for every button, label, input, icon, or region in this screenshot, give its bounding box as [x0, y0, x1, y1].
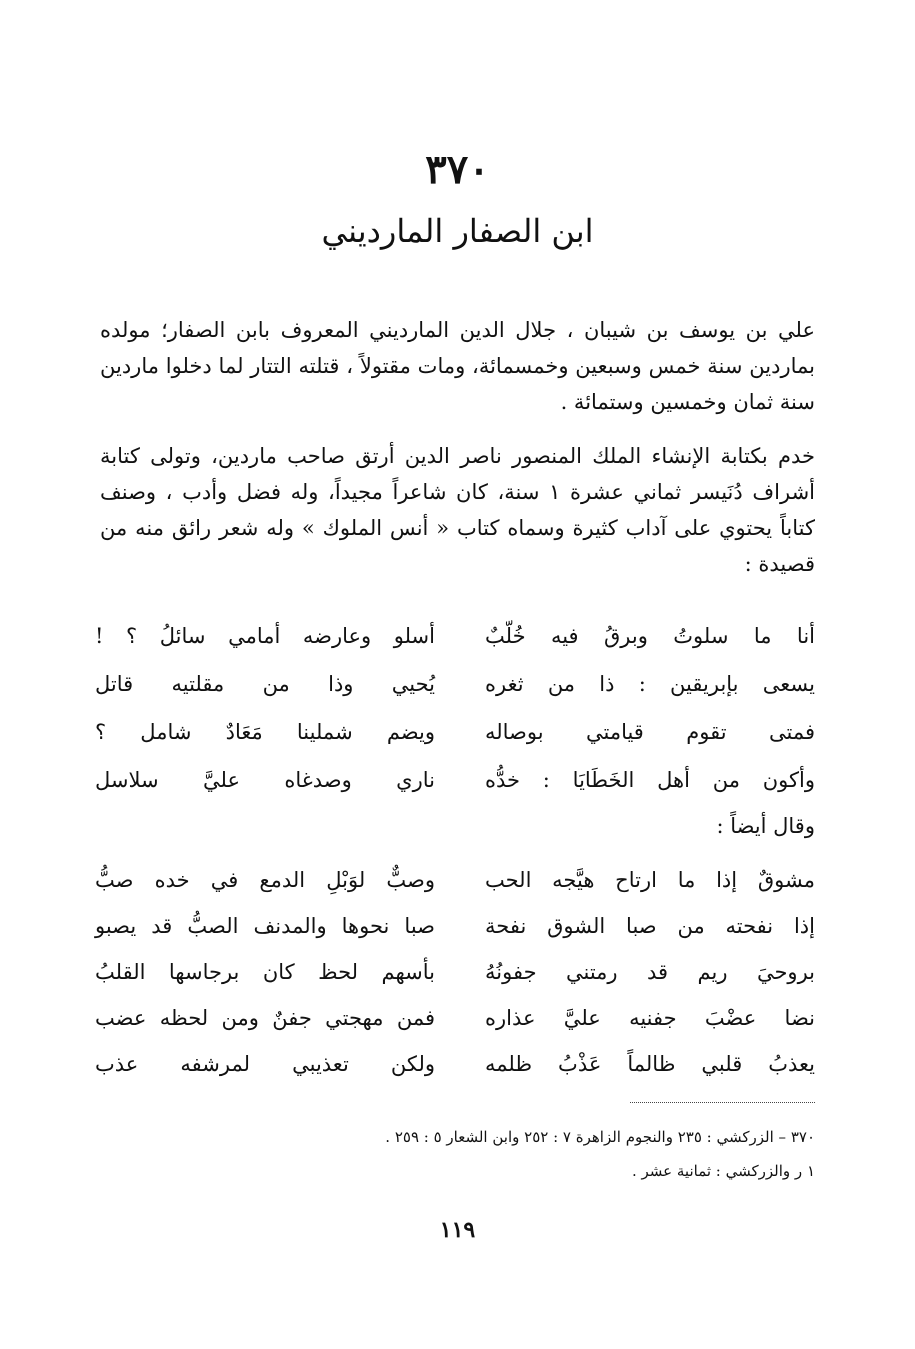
verse-second-hemistich: ويضم شملينا مَعَادٌ شامل ؟	[95, 720, 435, 744]
verse-line	[95, 868, 815, 918]
verse-line	[95, 624, 815, 674]
verse-line	[95, 1052, 815, 1102]
verse-first-hemistich: يعذبُ قلبي ظالماً عَذْبُ ظلمه	[485, 1052, 815, 1076]
entry-number: ٣٧٠	[425, 146, 490, 193]
verse-line	[95, 768, 815, 818]
verse-first-hemistich: يسعى بإبريقين : ذا من ثغره	[485, 672, 815, 696]
verse-second-hemistich: ولكن تعذيبي لمرشفه عذب	[95, 1052, 435, 1076]
verse-second-hemistich: بأسهم لحظ كان برجاسها القلبُ	[95, 960, 435, 984]
verse-first-hemistich: أنا ما سلوتُ وبرقُ فيه خُلّبٌ	[485, 624, 815, 648]
page-number: ١١٩	[439, 1217, 476, 1243]
verse-second-hemistich: فمن مهجتي جفنٌ ومن لحظه عضب	[95, 1006, 435, 1030]
verse-first-hemistich: مشوقٌ إذا ما ارتاح هيَّجه الحب	[485, 868, 815, 892]
verse-first-hemistich: نضا عضْبَ جفنيه عليَّ عذاره	[485, 1006, 815, 1030]
career-paragraph: خدم بكتابة الإنشاء الملك المنصور ناصر الدين أرتق صاحب ماردين، وتولى كتابة أشراف دُنَيسر ثماني عشرة ١ سنة، كان شاعراً مجيداً، وله فضل وأدب ، وصنف كتاباً يحتوي على آداب كثيرة وسماه كتاب « أنس الملوك » وله شعر رائق منه من قصيدة :	[100, 444, 815, 576]
verse-first-hemistich: وأكون من أهل الخَطَايَا : خدُّه	[485, 768, 815, 792]
verse-line	[95, 1006, 815, 1056]
verse-second-hemistich: صبا نحوها والمدنف الصبُّ قد يصبو	[95, 914, 435, 938]
verse-first-hemistich: فمتى تقوم قيامتي بوصاله	[485, 720, 815, 744]
verse-first-hemistich: إذا نفحته من صبا الشوق نفحة	[485, 914, 815, 938]
entry-title: ابن الصفار الماردیني	[321, 212, 594, 250]
verse-second-hemistich: وصبٌّ لوَبْلِ الدمع في خده صبُّ	[95, 868, 435, 892]
verse-first-hemistich: بروحيَ ريم قد رمتني جفونُهُ	[485, 960, 815, 984]
verse-line	[95, 960, 815, 1010]
footnote-sources: ٣٧٠ – الزركشي : ٢٣٥ والنجوم الزاهرة ٧ : ٢٥٢ وابن الشعار ٥ : ٢٥٩ .	[385, 1128, 815, 1146]
verse-second-hemistich: يُحيي وذا من مقلتيه قاتل	[95, 672, 435, 696]
verse-second-hemistich: أسلو وعارضه أمامي سائلُ ؟ !	[95, 624, 435, 648]
biography-paragraph: علي بن يوسف بن شيبان ، جلال الدين الماردیني المعروف بابن الصفار؛ مولده بماردين سنة خمس وسبعين وخمسمائة، ومات مقتولاً ، قتلته التتار لما دخلوا ماردين سنة ثمان وخمسين وستمائة .	[100, 318, 815, 414]
verse-line	[95, 914, 815, 964]
said-also-line: وقال أيضاً :	[716, 814, 815, 838]
footnote-variant: ١ ر والزركشي : ثمانية عشر .	[631, 1162, 815, 1180]
verse-line	[95, 672, 815, 722]
verse-line	[95, 720, 815, 770]
verse-second-hemistich: ناري وصدغاه عليَّ سلاسل	[95, 768, 435, 792]
footnote-divider	[630, 1102, 815, 1103]
